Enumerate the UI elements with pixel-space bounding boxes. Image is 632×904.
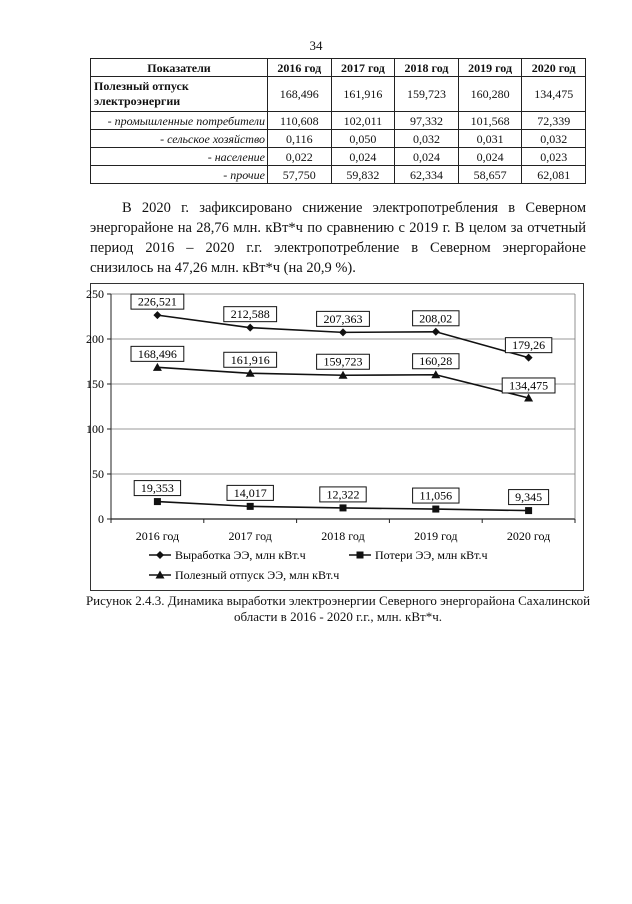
table-cell: 0,031 [458, 130, 522, 148]
y-tick-label: 200 [86, 332, 104, 346]
table-cell: 0,024 [395, 148, 459, 166]
data-point-square [432, 506, 439, 513]
table-header-cell: 2016 год [268, 59, 332, 77]
table-row [91, 148, 586, 166]
x-tick-label: 2019 год [414, 529, 458, 543]
table-cell: 0,050 [331, 130, 395, 148]
table-header-row [91, 59, 586, 77]
chart-frame [86, 283, 584, 591]
legend-entry: Выработка ЭЭ, млн кВт.ч [175, 548, 306, 562]
table-cell: 62,081 [522, 166, 586, 184]
table-header-cell: 2017 год [331, 59, 395, 77]
data-label: 19,353 [140, 481, 174, 496]
y-tick-label: 150 [86, 377, 104, 391]
table-header-cell: Показатели [91, 59, 268, 77]
table-header-cell: 2018 год [395, 59, 459, 77]
table-cell: 161,916 [331, 77, 395, 112]
data-point-square [357, 552, 364, 559]
x-tick-label: 2018 год [321, 529, 365, 543]
table-header-cell: 2020 год [522, 59, 586, 77]
y-tick-label: 50 [92, 467, 104, 481]
data-point-square [154, 498, 161, 505]
table-cell: 0,022 [268, 148, 332, 166]
data-label: 159,723 [323, 354, 363, 369]
data-label: 207,363 [323, 311, 363, 326]
data-label: 134,475 [509, 378, 549, 393]
data-label: 160,28 [419, 354, 453, 369]
data-point-diamond [153, 311, 161, 319]
data-point-diamond [246, 324, 254, 332]
legend-entry: Потери ЭЭ, млн кВт.ч [375, 548, 488, 562]
data-point-diamond [525, 354, 533, 362]
data-label: 11,056 [419, 488, 453, 503]
table-row [91, 112, 586, 130]
data-point-square [525, 507, 532, 514]
table-header-cell: 2019 год [458, 59, 522, 77]
table-cell: 0,024 [458, 148, 522, 166]
data-point-diamond [156, 551, 164, 559]
data-point-diamond [339, 328, 347, 336]
table-row [91, 166, 586, 184]
table-cell: 101,568 [458, 112, 522, 130]
table-cell: 0,032 [522, 130, 586, 148]
table-cell: 72,339 [522, 112, 586, 130]
y-tick-label: 250 [86, 287, 104, 301]
table-cell: 134,475 [522, 77, 586, 112]
data-point-diamond [432, 328, 440, 336]
line-chart [86, 284, 583, 590]
table-cell: 97,332 [395, 112, 459, 130]
table-row-label: Полезный отпуск электроэнергии [91, 77, 268, 112]
x-tick-label: 2016 год [135, 529, 180, 543]
data-point-square [247, 503, 254, 510]
data-label: 14,017 [233, 485, 267, 500]
data-label: 12,322 [326, 487, 360, 502]
table-cell: 110,608 [268, 112, 332, 130]
data-label: 168,496 [137, 346, 177, 361]
table-cell: 160,280 [458, 77, 522, 112]
x-tick-label: 2020 год [506, 529, 551, 543]
data-label: 9,345 [515, 490, 543, 505]
table-cell: 168,496 [268, 77, 332, 112]
figure-caption: Рисунок 2.4.3. Динамика выработки электроэнергии Северного энергорайона Сахалинской области в 2016 - 2020 г.г., млн. кВт*ч. [85, 593, 591, 624]
energy-table [90, 58, 586, 184]
y-tick-label: 100 [86, 422, 104, 436]
table-row-label: - промышленные потребители [91, 112, 268, 130]
data-label: 208,02 [419, 311, 453, 326]
page-number: 34 [309, 38, 323, 53]
table-row [91, 77, 586, 112]
table-cell: 59,832 [331, 166, 395, 184]
table-cell: 62,334 [395, 166, 459, 184]
table-cell: 0,024 [331, 148, 395, 166]
table-row-label: - население [91, 148, 268, 166]
table-row-label: - сельское хозяйство [91, 130, 268, 148]
body-paragraph: В 2020 г. зафиксировано снижение электропотребления в Северном энергорайоне на 28,76 млн. кВт*ч по сравнению с 2019 г. В целом за отчетный период 2016 – 2020 г.г. электропотребление в Северном энергорайоне снизилось на 47,26 млн. кВт*ч (на 20,9 %). [90, 200, 586, 276]
table-cell: 102,011 [331, 112, 395, 130]
data-label: 161,916 [230, 352, 270, 367]
x-tick-label: 2017 год [228, 529, 272, 543]
data-point-square [340, 504, 347, 511]
table-cell: 57,750 [268, 166, 332, 184]
table-cell: 159,723 [395, 77, 459, 112]
table-cell: 0,023 [522, 148, 586, 166]
table-cell: 0,116 [268, 130, 332, 148]
data-label: 179,26 [512, 338, 546, 353]
table-cell: 0,032 [395, 130, 459, 148]
data-label: 212,588 [230, 307, 270, 322]
legend-entry: Полезный отпуск ЭЭ, млн кВт.ч [175, 568, 340, 582]
y-tick-label: 0 [98, 512, 104, 526]
table-cell: 58,657 [458, 166, 522, 184]
table-row-label: - прочие [91, 166, 268, 184]
table-row [91, 130, 586, 148]
data-label: 226,521 [137, 294, 177, 309]
